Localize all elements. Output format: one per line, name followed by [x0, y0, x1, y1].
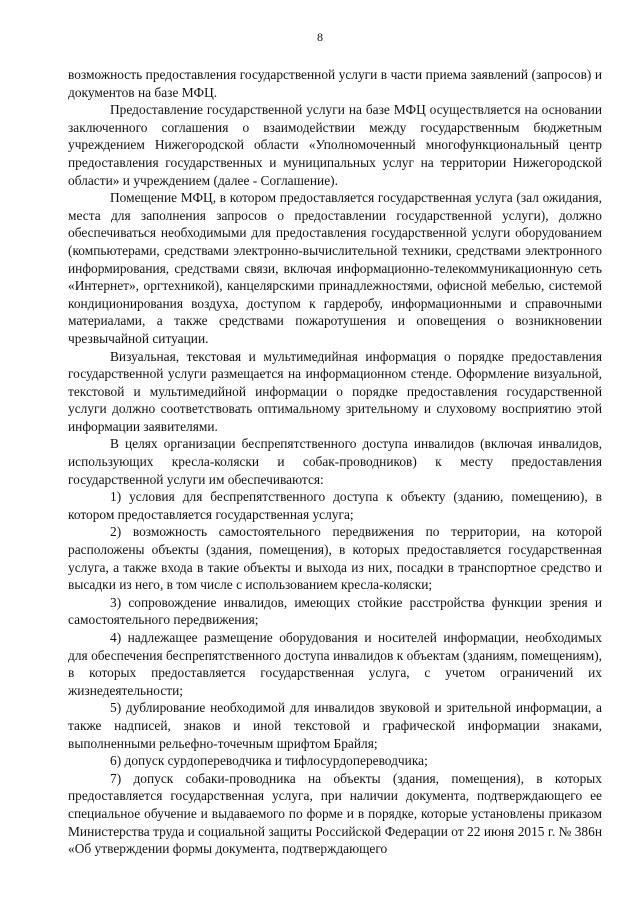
paragraph: Предоставление государственной услуги на базе МФЦ осуществляется на основании заключенного соглашения о взаимодействии между государственным бюджетным учреждением Нижегородской области «Уполномоченный многофункциональный центр предоставления государственных и муниципальных услуг на территории Нижегородской области» и учреждением (далее - Соглашение). [68, 102, 602, 188]
page-number: 8 [317, 30, 323, 44]
paragraph: 7) допуск собаки-проводника на объекты (здания, помещения), в которых предоставляется государственная услуга, при наличии документа, подтверждающего ее специальное обучение и выдаваемого по форме и в порядке, которые установлены приказом Министерства труда и социальной защиты Российской Федерации от 22 июня 2015 г. № 386н «Об утверждении формы документа, подтверждающего [68, 770, 602, 857]
paragraph: 3) сопровождение инвалидов, имеющих стойкие расстройства функции зрения и самостоятельного передвижения; [68, 594, 602, 628]
paragraph: 6) допуск сурдопереводчика и тифлосурдопереводчика; [110, 753, 428, 769]
paragraph: В целях организации беспрепятственного доступа инвалидов (включая инвалидов, использующих кресла-коляски и собак-проводников) к месту предоставления государственной услуги им обеспечиваются: [68, 436, 602, 487]
paragraph: 5) дублирование необходимой для инвалидов звуковой и зрительной информации, а также надписей, знаков и иной текстовой и графической информации знаками, выполненными рельефно-точечным шрифтом Брайля; [68, 700, 602, 751]
paragraph: Визуальная, текстовая и мультимедийная информация о порядке предоставления государственной услуги размещается на информационном стенде. Оформление визуальной, текстовой и мультимедийной информации о порядке предоставления государственной услуги должно соответствовать оптимальному зрительному и слуховому восприятию этой информации заявителями. [68, 348, 602, 434]
paragraph: 1) условия для беспрепятственного доступа к объекту (зданию, помещению), в котором предоставляется государственная услуга; [68, 489, 602, 522]
document-body [68, 66, 602, 858]
paragraph: Помещение МФЦ, в котором предоставляется государственная услуга (зал ожидания, места для заполнения запросов о предоставлении государственной услуги), должно обеспечиваться необходимыми для предоставления государственной услуги оборудованием (компьютерами, средствами электронно-вычислительной техники, средствами электронного информирования, средствами связи, включая информационно-телекоммуникационную сеть «Интернет», оргтехникой), канцелярскими принадлежностями, офисной мебелью, системой кондиционирования воздуха, доступом к гардеробу, информационными и справочными материалами, а также средствами пожаротушения и оповещения о возникновении чрезвычайной ситуации. [68, 190, 602, 346]
paragraph: 4) надлежащее размещение оборудования и носителей информации, необходимых для обеспечения беспрепятственного доступа инвалидов к объектам (зданиям, помещениям), в которых предоставляется государственная услуга, с учетом ограничений их жизнедеятельности; [68, 630, 602, 698]
paragraph: возможность предоставления государственной услуги в части приема заявлений (запросов) и документов на базе МФЦ. [68, 67, 602, 100]
paragraph: 2) возможность самостоятельного передвижения по территории, на которой расположены объекты (здания, помещения), в которых предоставляется государственная услуга, а также входа в такие объекты и выхода из них, посадки в транспортное средство и высадки из него, в том числе с использованием кресла-коляски; [68, 524, 602, 593]
